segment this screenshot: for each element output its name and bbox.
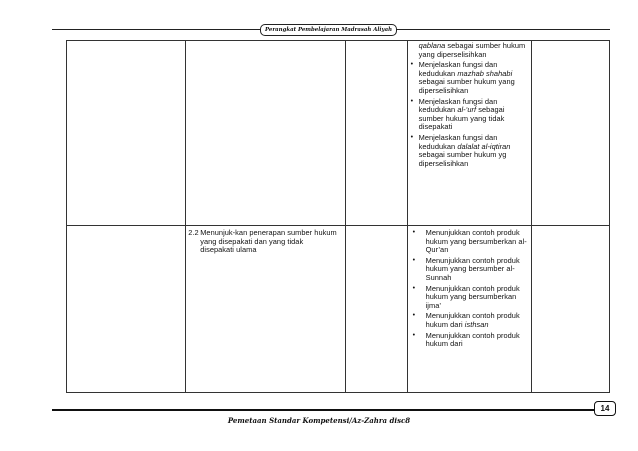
- indicator-text: Menunjukkan contoh produk hukum yang bersumber al-Sunnah: [425, 255, 520, 282]
- indicator-term: mazhab shahabi: [457, 68, 513, 78]
- table-row: [67, 41, 610, 226]
- empty-cell: [345, 226, 407, 393]
- empty-cell: [67, 41, 186, 226]
- competency-text: Menunjuk-kan penerapan sumber hukum yang disepakati dan yang tidak disepakati ulama: [200, 228, 337, 255]
- list-item: [411, 229, 527, 255]
- indicator-text: sebagai sumber hukum yang diperselisihkan: [418, 41, 526, 59]
- empty-cell: [531, 41, 609, 226]
- competency-table: [66, 40, 610, 393]
- indicator-text: Menjelaskan fungsi dan kedudukan: [418, 96, 498, 115]
- empty-cell: [67, 226, 186, 393]
- header-title: Perangkat Pembelajaran Madrasah Aliyah: [260, 24, 397, 36]
- list-item: [411, 332, 527, 349]
- indicator-text: Menunjukkan contoh produk hukum yang bersumberkan al-Qur’an: [425, 228, 527, 255]
- indicator-list: [408, 41, 531, 168]
- indicator-text: Menunjukkan contoh produk hukum yang bersumberkan ijma’: [425, 283, 520, 310]
- bullet-icon: •: [412, 284, 416, 292]
- bullet-icon: •: [412, 256, 416, 264]
- list-item: [411, 285, 527, 311]
- indicator-cell: [407, 41, 531, 226]
- indicator-text: sebagai sumber hukum yang tidak disepakati: [418, 105, 505, 132]
- indicator-text: Menjelaskan fungsi dan kedudukan: [418, 60, 498, 78]
- indicator-text: sebagai sumber hukum yang diperselisihkan: [418, 77, 515, 95]
- competency-cell: [186, 226, 345, 393]
- footer-rule: [52, 409, 594, 411]
- page-number: 14: [594, 401, 616, 416]
- list-item: [411, 312, 527, 329]
- indicator-cell: [407, 226, 531, 393]
- bullet-icon: •: [410, 133, 414, 141]
- bullet-icon: •: [410, 61, 414, 69]
- competency: [186, 226, 344, 255]
- indicator-text: Menunjukkan contoh produk hukum dari: [425, 330, 520, 349]
- indicator-term: qablana: [418, 41, 446, 50]
- indicator-list: [408, 226, 531, 349]
- empty-cell: [186, 41, 345, 226]
- list-item: [411, 98, 527, 132]
- bullet-icon: •: [412, 331, 416, 339]
- bullet-icon: •: [412, 312, 416, 320]
- indicator-text: sebagai sumber hukum yg diperselisihkan: [418, 150, 507, 168]
- bullet-icon: •: [412, 229, 416, 236]
- footer-title: Pemetaan Standar Kompetensi/Az-Zahra disc8: [227, 416, 411, 425]
- list-item: [411, 257, 527, 283]
- indicator-text: Menjelaskan fungsi dan kedudukan: [418, 132, 498, 151]
- indicator-term: dalalat al-iqtiran: [457, 141, 511, 151]
- list-item: [411, 61, 527, 95]
- indicator-text: Menunjukkan contoh produk hukum dari: [425, 311, 520, 329]
- list-item: [411, 42, 527, 59]
- table-row: [67, 226, 610, 393]
- indicator-term: al-‘urf: [457, 105, 477, 115]
- competency-number: 2.2: [188, 228, 199, 237]
- bullet-icon: •: [410, 97, 414, 105]
- list-item: [411, 134, 527, 168]
- empty-cell: [345, 41, 407, 226]
- empty-cell: [531, 226, 609, 393]
- indicator-term: isthsan: [464, 319, 489, 329]
